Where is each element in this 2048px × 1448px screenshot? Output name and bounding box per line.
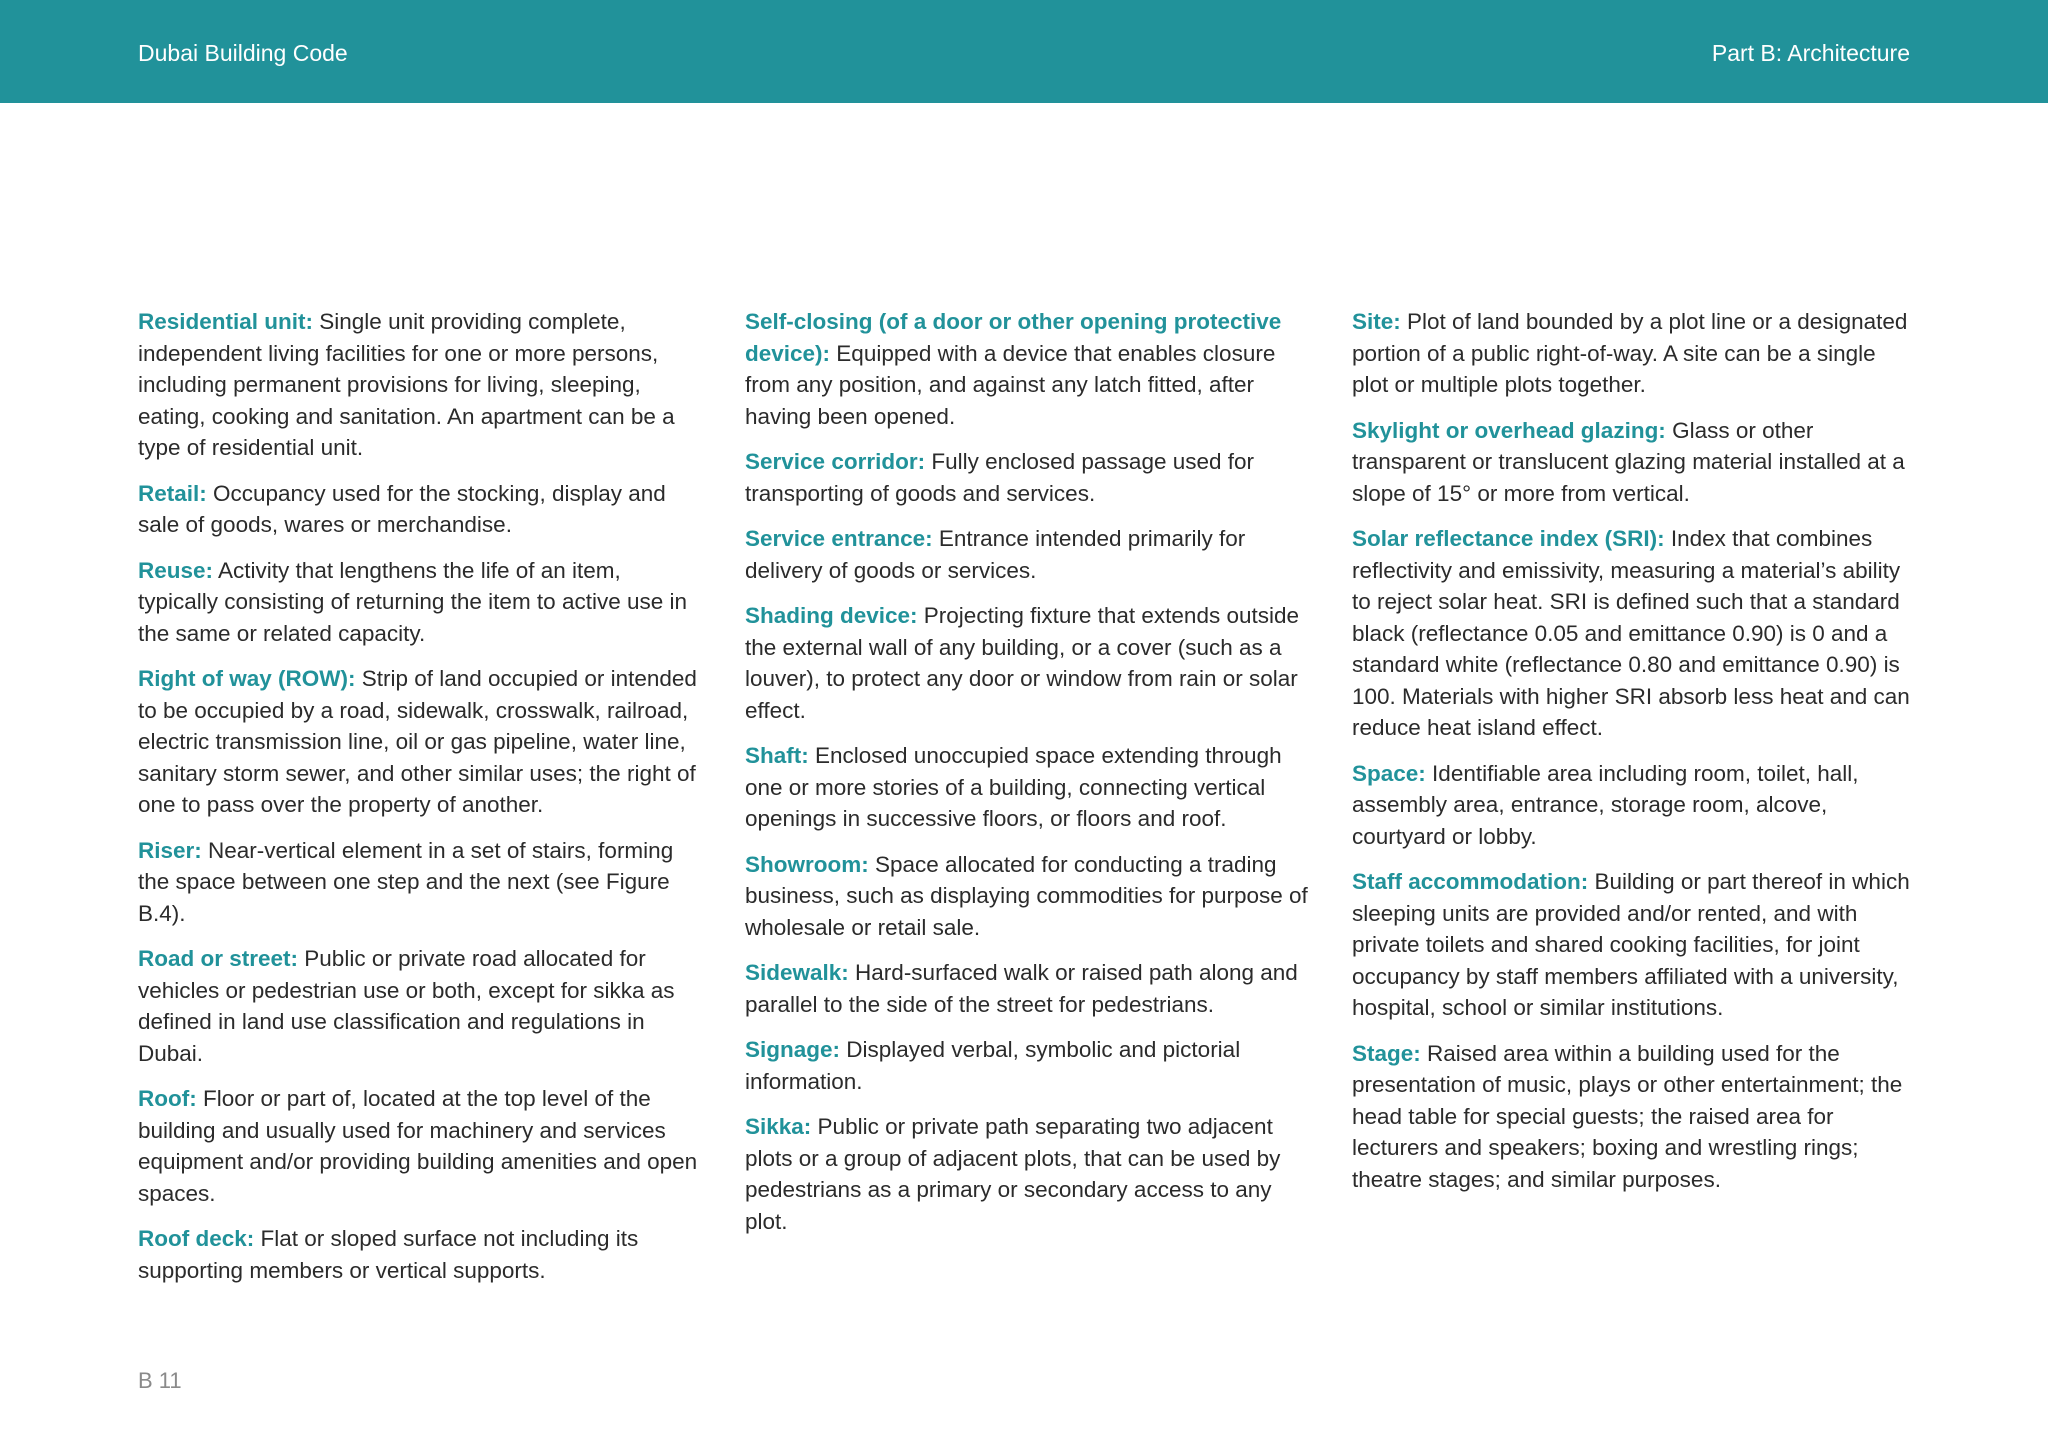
definition-entry [138, 306, 704, 464]
definition-text: Equipped with a device that enables closure from any position, and against any latch fitted, after having been opened. [745, 340, 1276, 429]
definition-entry [1352, 1038, 1912, 1196]
definition-entry [745, 446, 1311, 509]
definition-term: Riser: [138, 837, 202, 863]
definition-entry [1352, 758, 1912, 853]
definition-text: Strip of land occupied or intended to be occupied by a road, sidewalk, crosswalk, railroad, electric transmission line, oil or gas pipeline, water line, sanitary storm sewer, and other similar uses; the right of one to pass over the property of another. [138, 666, 697, 817]
definition-text: Projecting fixture that extends outside the external wall of any building, or a cover (such as a louver), to protect any door or window from rain or solar effect. [745, 603, 1300, 723]
definition-term: Solar reflectance index (SRI): [1352, 526, 1665, 551]
definitions-column-2 [745, 306, 1311, 1251]
definition-text: Building or part thereof in which sleeping units are provided and/or rented, and with private toilets and shared cooking facilities, for joint occupancy by staff members affiliated with a university, hospital, school or similar institutions. [1352, 869, 1910, 1020]
section-title: Part B: Architecture [1711, 40, 1910, 66]
definition-term: Site: [1352, 309, 1401, 334]
definition-text: Space allocated for conducting a trading business, such as displaying commodities for purpose of wholesale or retail sale. [745, 851, 1308, 940]
definition-entry [745, 957, 1311, 1020]
definition-term: Space: [1352, 760, 1426, 786]
definition-term: Right of way (ROW): [138, 666, 356, 691]
definitions-body [138, 306, 1910, 1306]
definition-entry [745, 523, 1311, 586]
definition-term: Skylight or overhead glazing: [1352, 417, 1666, 443]
definition-text: Activity that lengthens the life of an item, typically consisting of returning the item to active use in the same or related capacity. [138, 557, 688, 646]
definition-text: Glass or other transparent or translucent glazing material installed at a slope of 15° or more from vertical. [1352, 417, 1905, 506]
definition-entry [745, 306, 1311, 432]
definition-term: Sidewalk: [745, 960, 849, 985]
definition-text: Plot of land bounded by a plot line or a designated portion of a public right-of-way. A site can be a single plot or multiple plots together. [1352, 309, 1908, 397]
definition-term: Reuse: [138, 557, 214, 583]
definition-term: Road or street: [138, 946, 299, 971]
definition-term: Signage: [745, 1037, 841, 1062]
definition-text: Occupancy used for the stocking, display and sale of goods, wares or merchandise. [138, 480, 666, 537]
definition-entry [138, 1083, 704, 1209]
page-number: B 11 [138, 1368, 182, 1393]
definition-entry [745, 1034, 1311, 1097]
definition-text: Enclosed unoccupied space extending through one or more stories of a building, connecting vertical openings in successive floors, or floors and roof. [745, 743, 1282, 831]
definition-term: Service corridor: [745, 449, 926, 474]
definition-text: Index that combines reflectivity and emissivity, measuring a material’s ability to reject solar heat. SRI is defined such that a standard black (reflectance 0.05 and emittance 0.90) is 0 and a standard white (reflectance 0.80 and emittance 0.90) is 100. Materials with higher SRI absorb less heat and can reduce heat island effect. [1352, 526, 1910, 740]
definition-entry [138, 555, 704, 650]
definition-term: Residential unit: [138, 309, 314, 334]
definition-entry [138, 943, 704, 1069]
definition-term: Service entrance: [745, 526, 933, 551]
definition-entry [1352, 866, 1912, 1024]
definition-term: Showroom: [745, 851, 869, 877]
definition-text: Fully enclosed passage used for transporting of goods and services. [745, 449, 1255, 506]
definition-text: Displayed verbal, symbolic and pictorial information. [745, 1037, 1241, 1094]
definition-entry [1352, 306, 1912, 401]
document-title: Dubai Building Code [138, 40, 348, 66]
definition-entry [138, 835, 704, 930]
definition-term: Sikka: [745, 1114, 812, 1139]
definition-entry [138, 1223, 704, 1286]
definition-term: Retail: [138, 480, 207, 506]
definition-entry [745, 1111, 1311, 1237]
definition-text: Hard-surfaced walk or raised path along and parallel to the side of the street for pedestrians. [745, 960, 1298, 1017]
definition-entry [138, 478, 704, 541]
page-header [0, 0, 2048, 103]
definition-text: Near-vertical element in a set of stairs, forming the space between one step and the next (see Figure B.4). [138, 837, 674, 926]
definition-entry [745, 849, 1311, 944]
definition-term: Roof: [138, 1086, 197, 1111]
definition-text: Flat or sloped surface not including its supporting members or vertical supports. [138, 1226, 639, 1283]
definition-text: Public or private path separating two adjacent plots or a group of adjacent plots, that can be used by pedestrians as a primary or secondary access to any plot. [745, 1114, 1281, 1234]
definition-entry [1352, 523, 1912, 744]
definition-text: Raised area within a building used for the presentation of music, plays or other entertainment; the head table for special guests; the raised area for lecturers and speakers; boxing and wrestling rings; theatre stages; and similar purposes. [1352, 1040, 1903, 1192]
definition-entry [1352, 415, 1912, 510]
definition-term: Self-closing (of a door or other opening protective device): [745, 309, 1282, 366]
definition-term: Stage: [1352, 1040, 1421, 1066]
definition-term: Shaft: [745, 743, 809, 768]
definition-text: Single unit providing complete, independent living facilities for one or more persons, including permanent provisions for living, sleeping, eating, cooking and sanitation. An apartment can be a type of residential unit. [138, 309, 675, 460]
definition-entry [745, 600, 1311, 726]
definition-entry [745, 740, 1311, 835]
definition-text: Public or private road allocated for vehicles or pedestrian use or both, except for sikka as defined in land use classification and regulations in Dubai. [138, 946, 675, 1066]
definition-entry [138, 663, 704, 821]
definition-text: Identifiable area including room, toilet, hall, assembly area, entrance, storage room, alcove, courtyard or lobby. [1352, 760, 1859, 849]
definitions-column-3 [1352, 306, 1912, 1209]
definition-text: Floor or part of, located at the top level of the building and usually used for machinery and services equipment and/or providing building amenities and open spaces. [138, 1086, 698, 1206]
definition-term: Staff accommodation: [1352, 869, 1589, 894]
definition-term: Roof deck: [138, 1226, 255, 1251]
definition-text: Entrance intended primarily for delivery of goods or services. [745, 526, 1246, 583]
definitions-column-1 [138, 306, 704, 1300]
definition-term: Shading device: [745, 603, 918, 628]
